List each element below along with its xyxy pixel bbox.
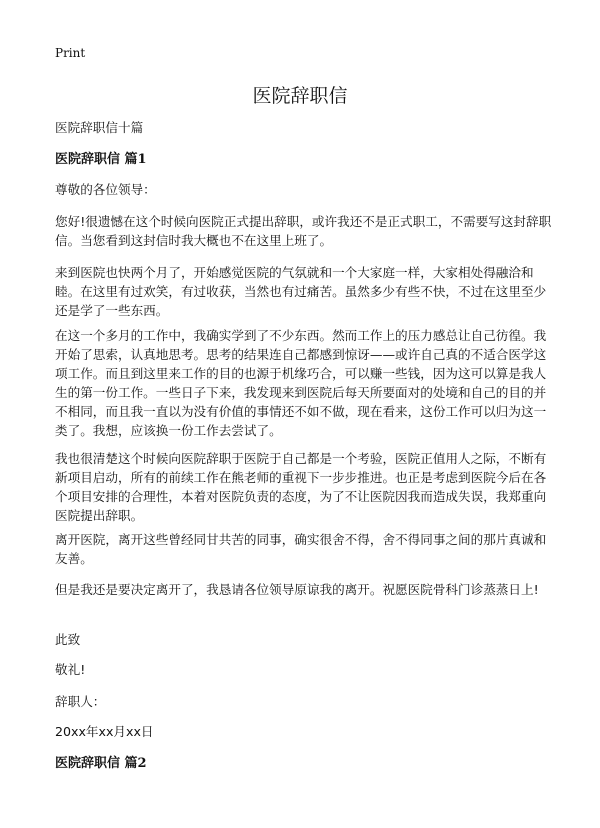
paragraph-4: 我也很清楚这个时候向医院辞职于医院于自己都是一个考验，医院正值用人之际，不断有新项目启动，所有的前续工作在熊老师的重视下一步步推进。也正是考虑到医院今后在各个项目安排的合理性，本着对医院负责的态度，为了不让医院因我而造成失误，我郑重向医院提出辞职。 [55,451,547,523]
section-1-heading: 医院辞职信 篇1 [55,152,147,167]
closing-line-2: 敬礼! [55,662,86,677]
paragraph-6: 但是我还是要决定离开了，我恳请各位领导原谅我的离开。祝愿医院骨科门诊蒸蒸日上! [55,582,539,597]
date-line: 20xx年xx月xx日 [55,724,154,739]
salutation: 尊敬的各位领导： [55,182,156,197]
paragraph-5: 离开医院，离开这些曾经同甘共苦的同事，确实很舍不得，舍不得同事之间的那片真诚和友善。 [55,532,547,566]
closing-line-1: 此致 [55,632,81,647]
print-label: Print [55,46,86,60]
section-2-heading: 医院辞职信 篇2 [55,756,147,771]
document-subtitle: 医院辞职信十篇 [55,120,144,135]
paragraph-3: 在这一个多月的工作中，我确实学到了不少东西。然而工作上的压力感总让自己彷徨。我开始了思索，认真地思考。思考的结果连自己都感到惊讶——或许自己真的不适合医学这项工作。而且到这里来工作的目的也源于机缘巧合，可以赚一些钱，因为这可以算是我人生的第一份工作。一些日子下来，我发现来到医院后每天所要面对的处境和自己的目的并不相同，而且我一直以为没有价值的事情还不如不做，现在看来，这份工作可以归为这一类了。我想，应该换一份工作去尝试了。 [55,328,547,438]
paragraph-1: 您好!很遗憾在这个时候向医院正式提出辞职，或许我还不是正式职工，不需要写这封辞职信。当您看到这封信时我大概也不在这里上班了。 [55,214,552,248]
paragraph-2: 来到医院也快两个月了，开始感觉医院的气氛就和一个大家庭一样，大家相处得融洽和睦。在这里有过欢笑，有过收获，当然也有过痛苦。虽然多少有些不快，不过在这里至少还是学了一些东西。 [55,265,547,318]
signer-label: 辞职人： [55,694,106,709]
document-title: 医院辞职信 [252,85,348,107]
